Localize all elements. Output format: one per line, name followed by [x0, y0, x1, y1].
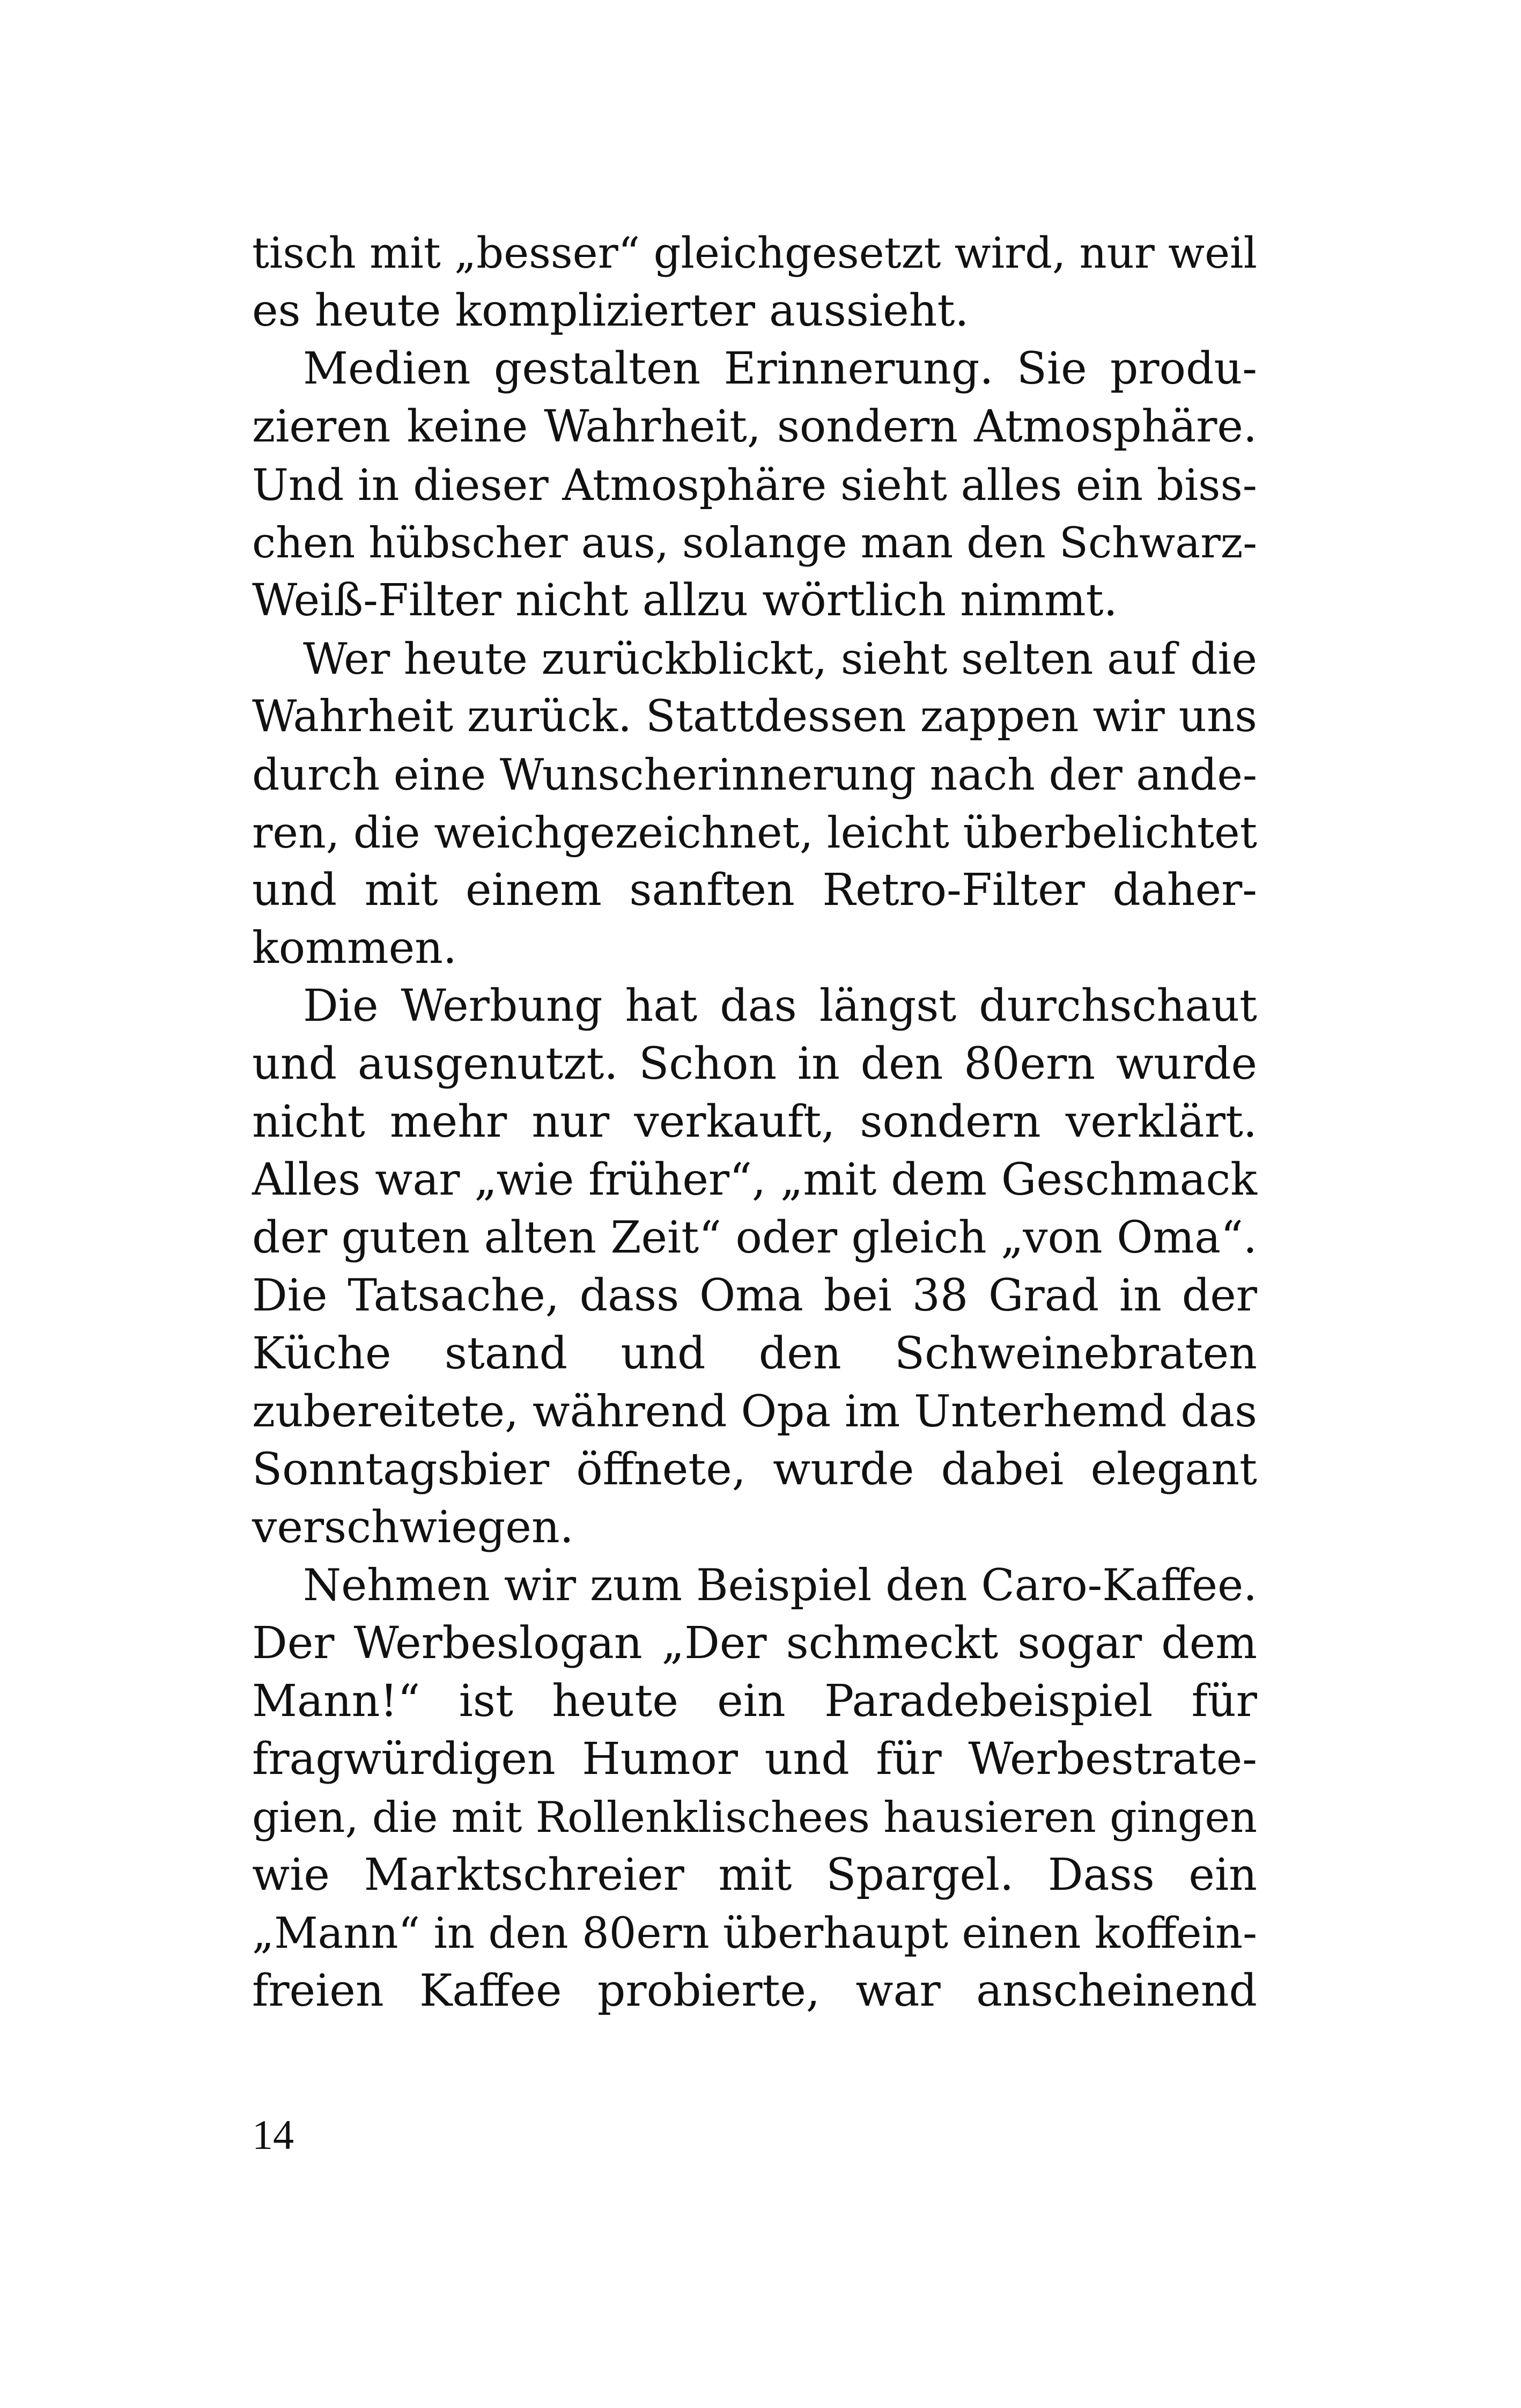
text-line: und ausgenutzt. Schon in den 80ern wurde — [252, 1039, 1257, 1089]
text-line: Der Werbeslogan „Der schmeckt sogar dem — [252, 1618, 1257, 1669]
text-line: Wer heute zurückblickt, sieht selten auf die — [303, 634, 1257, 684]
text-line: chen hübscher aus, solange man den Schwarz- — [252, 518, 1257, 568]
text-line: Küche stand und den Schweinebraten — [252, 1328, 1257, 1379]
text-line: tisch mit „besser“ gleichgesetzt wird, nur weil — [252, 228, 1257, 278]
text-line: Die Werbung hat das längst durchschaut — [303, 981, 1257, 1032]
text-line: Wahrheit zurück. Stattdessen zappen wir uns — [252, 691, 1257, 742]
text-line: Die Tatsache, dass Oma bei 38 Grad in der — [252, 1270, 1257, 1321]
text-line: „Mann“ in den 80ern überhaupt einen koffein- — [252, 1908, 1257, 1958]
text-line: nicht mehr nur verkauft, sondern verklärt. — [252, 1096, 1257, 1147]
text-line: wie Marktschreier mit Spargel. Dass ein — [252, 1850, 1257, 1901]
text-line: ren, die weichgezeichnet, leicht überbelichtet — [252, 807, 1257, 858]
page-number: 14 — [252, 2111, 294, 2158]
text-line: zubereitete, während Opa im Unterhemd das — [252, 1386, 1257, 1437]
text-line: kommen. — [252, 923, 457, 974]
body-text — [252, 224, 1257, 2020]
text-line: verschwiegen. — [252, 1502, 574, 1553]
text-line: Mann!“ ist heute ein Paradebeispiel für — [252, 1676, 1257, 1727]
text-line: Sonntagsbier öffnete, wurde dabei elegant — [252, 1444, 1257, 1495]
text-line: freien Kaffee probierte, war anscheinend — [252, 1965, 1257, 2016]
text-line: es heute komplizierter aussieht. — [252, 285, 969, 336]
text-line: zieren keine Wahrheit, sondern Atmosphäre. — [252, 401, 1257, 452]
text-line: Medien gestalten Erinnerung. Sie produ- — [303, 343, 1257, 394]
text-line: Weiß-Filter nicht allzu wörtlich nimmt. — [252, 575, 1118, 626]
text-line: Und in dieser Atmosphäre sieht alles ein biss- — [252, 460, 1257, 510]
text-line: Nehmen wir zum Beispiel den Caro-Kaffee. — [303, 1560, 1257, 1611]
text-line: Alles war „wie früher“, „mit dem Geschmack — [252, 1154, 1257, 1205]
text-line: durch eine Wunscherinnerung nach der ande- — [252, 749, 1257, 800]
text-line: gien, die mit Rollenklischees hausieren gingen — [252, 1793, 1257, 1842]
text-line: und mit einem sanften Retro-Filter daher- — [252, 865, 1257, 916]
text-line: der guten alten Zeit“ oder gleich „von Oma“. — [252, 1212, 1257, 1263]
text-line: fragwürdigen Humor und für Werbestrate- — [252, 1734, 1257, 1785]
